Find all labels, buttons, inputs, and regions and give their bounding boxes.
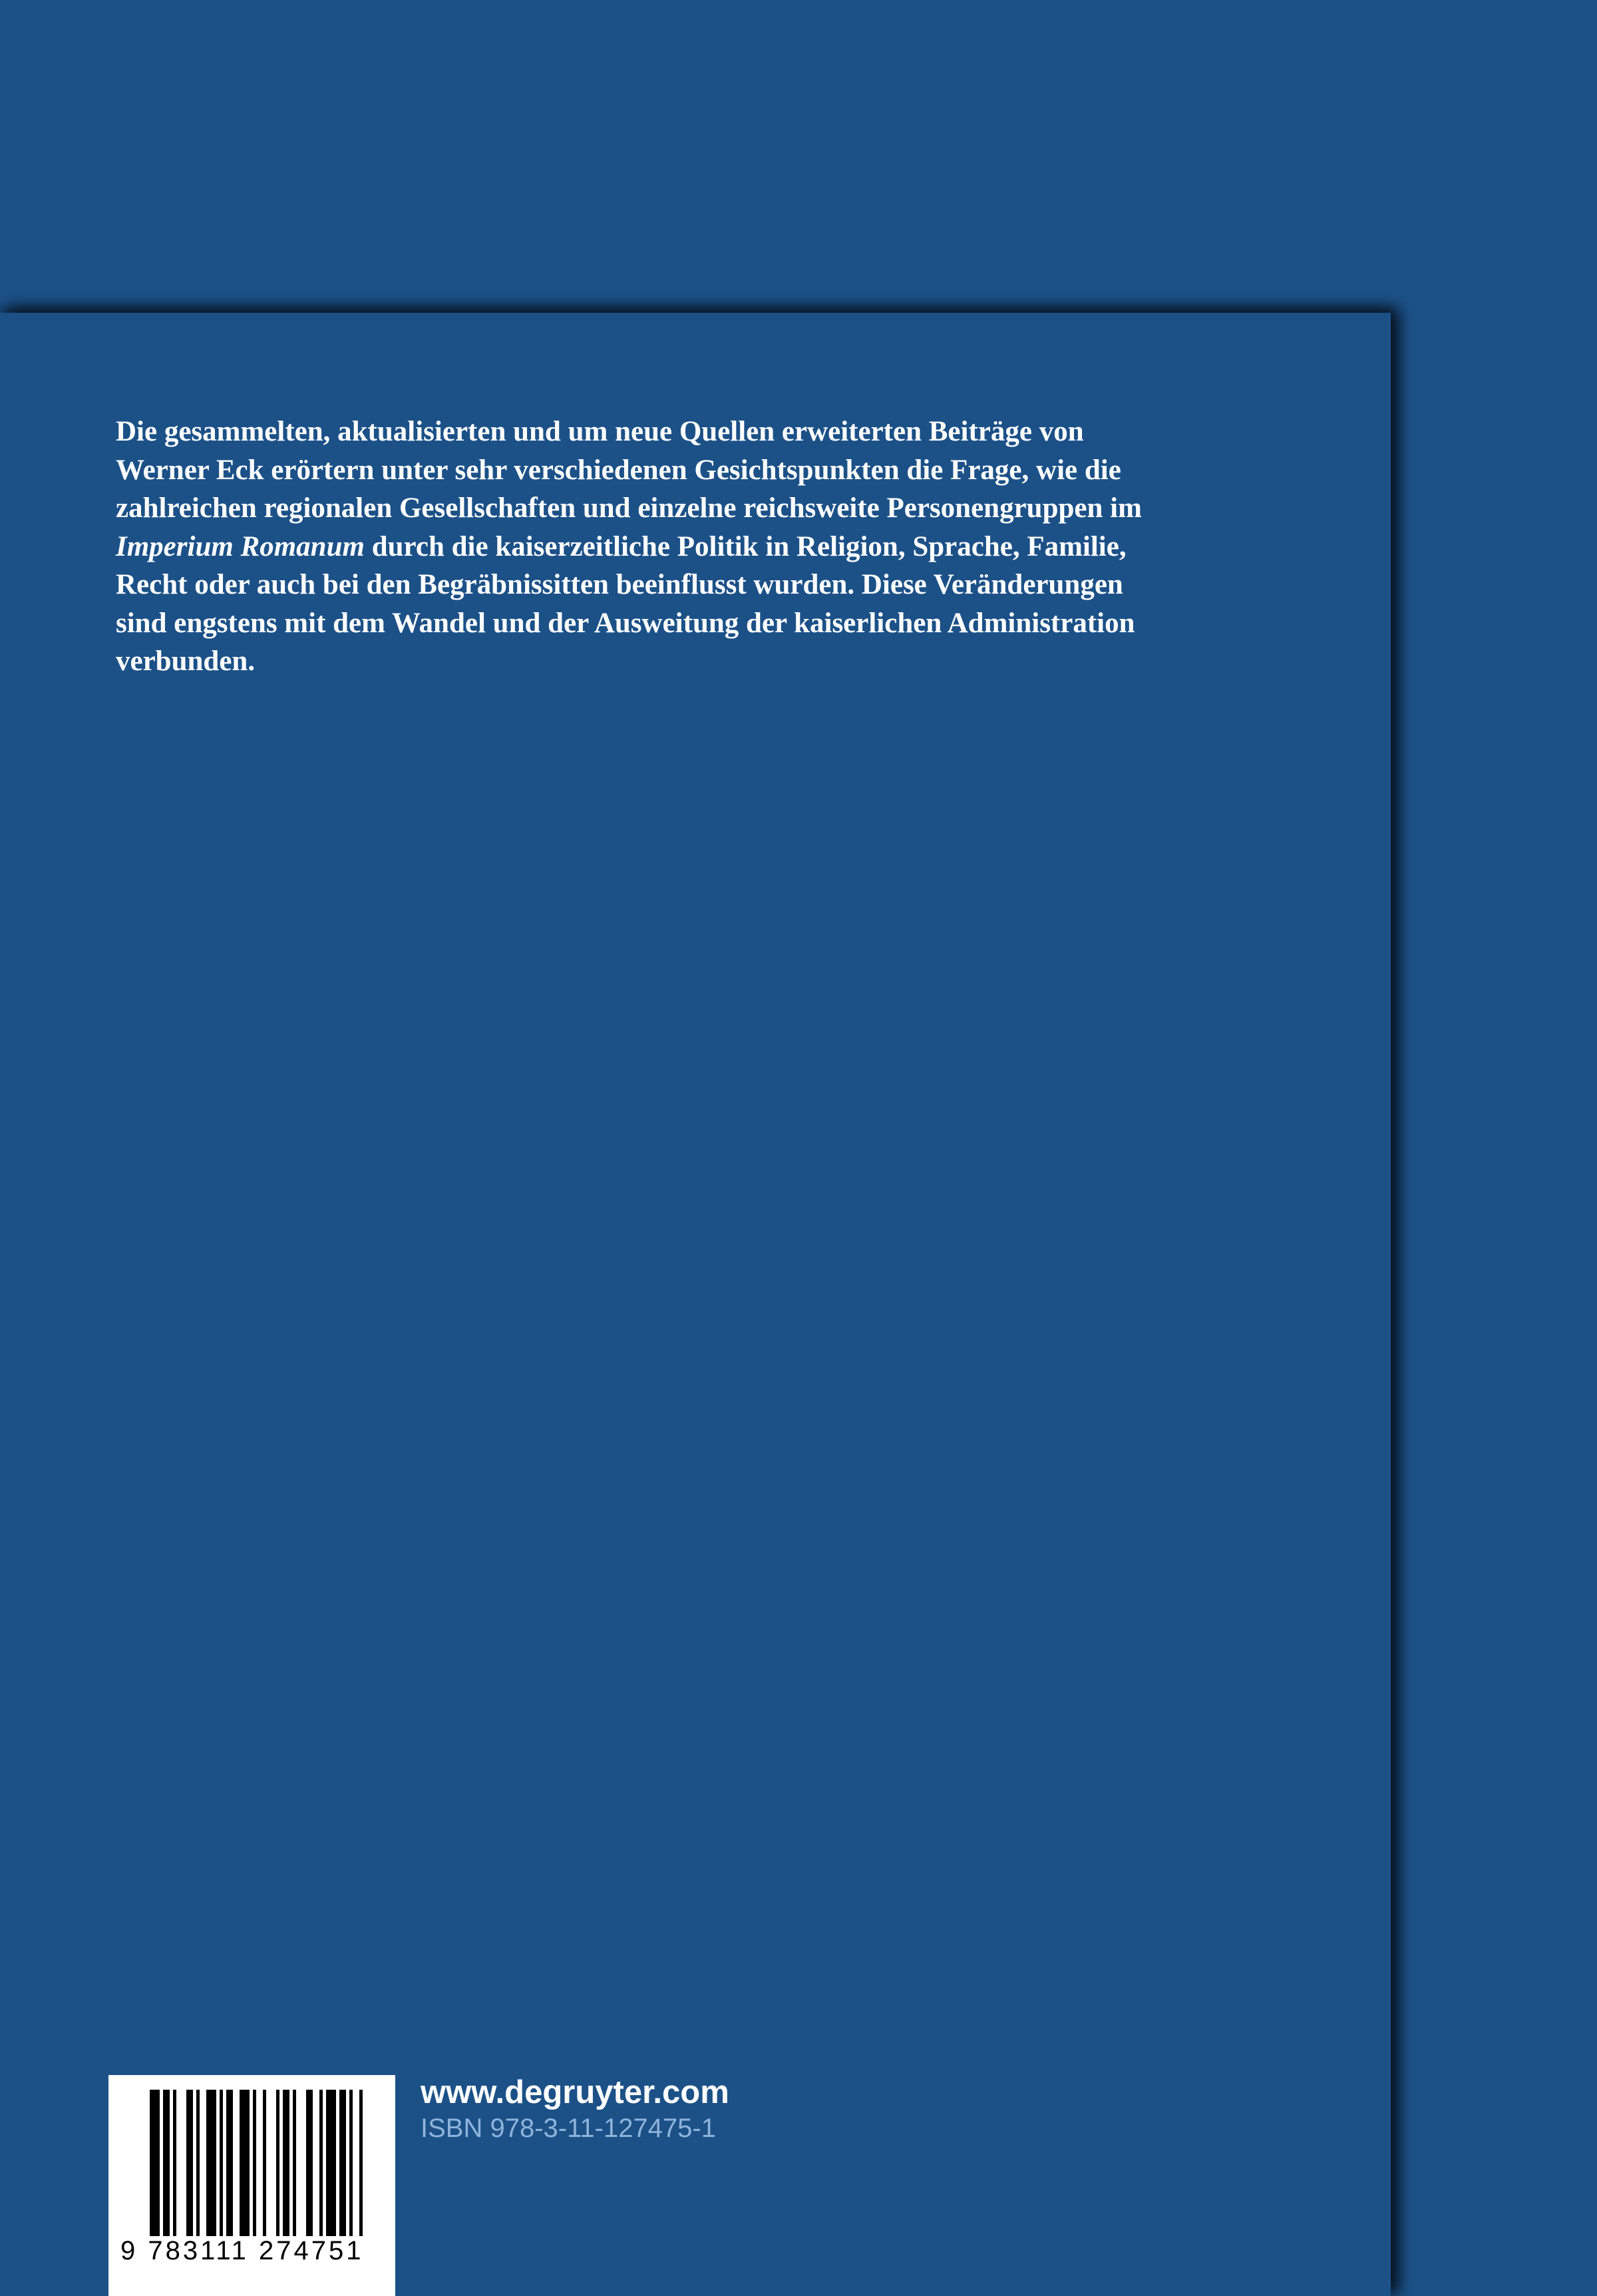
barcode-bar <box>293 2090 296 2236</box>
barcode-bar <box>276 2090 279 2236</box>
isbn-number: ISBN 978-3-11-127475-1 <box>421 2114 716 2143</box>
barcode-digits: 9 783111 274751 <box>120 2236 364 2265</box>
barcode-bar <box>283 2090 289 2236</box>
barcode-bar <box>339 2090 346 2236</box>
blurb-line: zahlreichen regionalen Gesellschaften und einzelne reichsweite Personengruppen im <box>116 492 1142 524</box>
blurb-line <box>116 528 1247 566</box>
back-cover-blurb <box>116 413 1247 681</box>
barcode-bar <box>186 2090 193 2236</box>
barcode-bar <box>150 2090 160 2236</box>
barcode-bar <box>263 2090 266 2236</box>
barcode-bar <box>196 2090 200 2236</box>
barcode-bar <box>319 2090 323 2236</box>
blurb-line: Werner Eck erörtern unter sehr verschiedenen Gesichtspunkten die Frage, wie die <box>116 454 1121 486</box>
isbn-barcode <box>108 2075 395 2296</box>
blurb-italic-term: Imperium Romanum <box>116 530 365 562</box>
barcode-bar <box>220 2090 223 2236</box>
barcode-bar <box>306 2090 313 2236</box>
barcode-bar <box>326 2090 336 2236</box>
blurb-line: sind engstens mit dem Wandel und der Ausweitung der kaiserlichen Administration <box>116 607 1135 639</box>
blurb-line: verbunden. <box>116 646 256 677</box>
barcode-bar <box>163 2090 170 2236</box>
blurb-line: Die gesammelten, aktualisierten und um neue Quellen erweiterten Beiträge von <box>116 416 1084 447</box>
barcode-bar <box>240 2090 250 2236</box>
barcode-bar <box>359 2090 363 2236</box>
barcode-bar <box>173 2090 176 2236</box>
blurb-line: Recht oder auch bei den Begräbnissitten beeinflusst wurden. Diese Veränderungen <box>116 569 1123 600</box>
barcode-bar <box>226 2090 233 2236</box>
publisher-url: www.degruyter.com <box>421 2074 729 2110</box>
barcode-bar <box>206 2090 216 2236</box>
barcode-bar <box>349 2090 353 2236</box>
blurb-line-rest: durch die kaiserzeitliche Politik in Religion, Sprache, Familie, <box>364 530 1127 562</box>
barcode-bar <box>253 2090 256 2236</box>
